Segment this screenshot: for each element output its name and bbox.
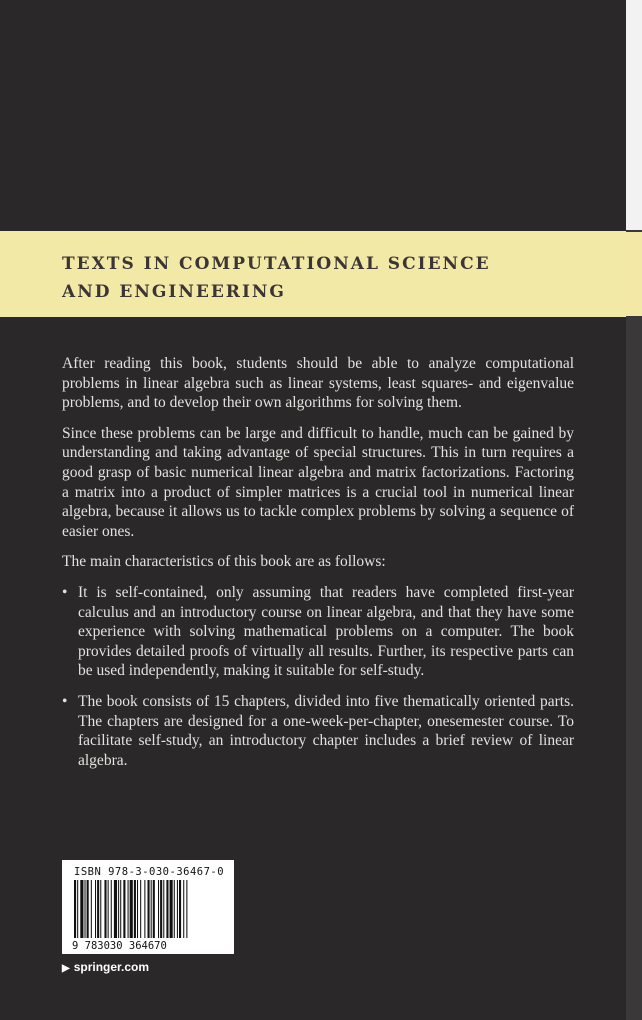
bullet-icon: • xyxy=(62,692,68,710)
list-item xyxy=(62,692,574,770)
series-title xyxy=(62,250,602,306)
list-item-text: It is self-contained, only assuming that readers have completed first-year calculus and an introductory course on linear algebra, and that they have some experience with solving mathematical problems on a computer. The book provides detailed proofs of virtually all results. Further, its respective parts can be used independently, making it suitable for self-study. xyxy=(78,583,574,680)
barcode-digits: 9 783030 364670 xyxy=(72,940,167,952)
blurb-paragraph-2: Since these problems can be large and difficult to handle, much can be gained by understanding and taking advantage of special structures. This in turn requires a good grasp of basic numerical linear algebra and matrix factorizations. Factoring a matrix into a product of simpler matrices is a crucial tool in numerical linear algebra, because it allows us to tackle complex problems by solving a sequence of easier ones. xyxy=(62,424,574,540)
blurb-paragraph-3: The main characteristics of this book are as follows: xyxy=(62,553,386,571)
series-title-line-2: AND ENGINEERING xyxy=(62,282,286,302)
isbn-barcode xyxy=(62,860,234,954)
page-edge-band xyxy=(626,232,642,316)
page-edge xyxy=(626,0,642,1020)
publisher-name: springer.com xyxy=(73,960,150,974)
arrow-icon: ▶ xyxy=(62,963,70,974)
isbn-label: ISBN 978-3-030-36467-0 xyxy=(74,866,225,878)
barcode-bars xyxy=(70,880,226,952)
list-item-text: The book consists of 15 chapters, divided into five thematically oriented parts. The chapters are designed for a one-week-per-chapter, onesemester course. To facilitate self-study, an introductory chapter includes a brief review of linear algebra. xyxy=(78,692,574,769)
publisher-link[interactable] xyxy=(62,960,149,974)
blurb xyxy=(62,354,574,781)
characteristics-list xyxy=(62,583,574,770)
page-edge-light xyxy=(626,0,642,230)
list-item xyxy=(62,583,574,681)
bullet-icon: • xyxy=(62,583,68,601)
blurb-paragraph-1: After reading this book, students should be able to analyze computational problems in linear algebra such as linear systems, least squares- and eigenvalue problems, and to develop their own algorithms for solving them. xyxy=(62,355,574,412)
series-title-line-1: TEXTS IN COMPUTATIONAL SCIENCE xyxy=(62,254,491,274)
